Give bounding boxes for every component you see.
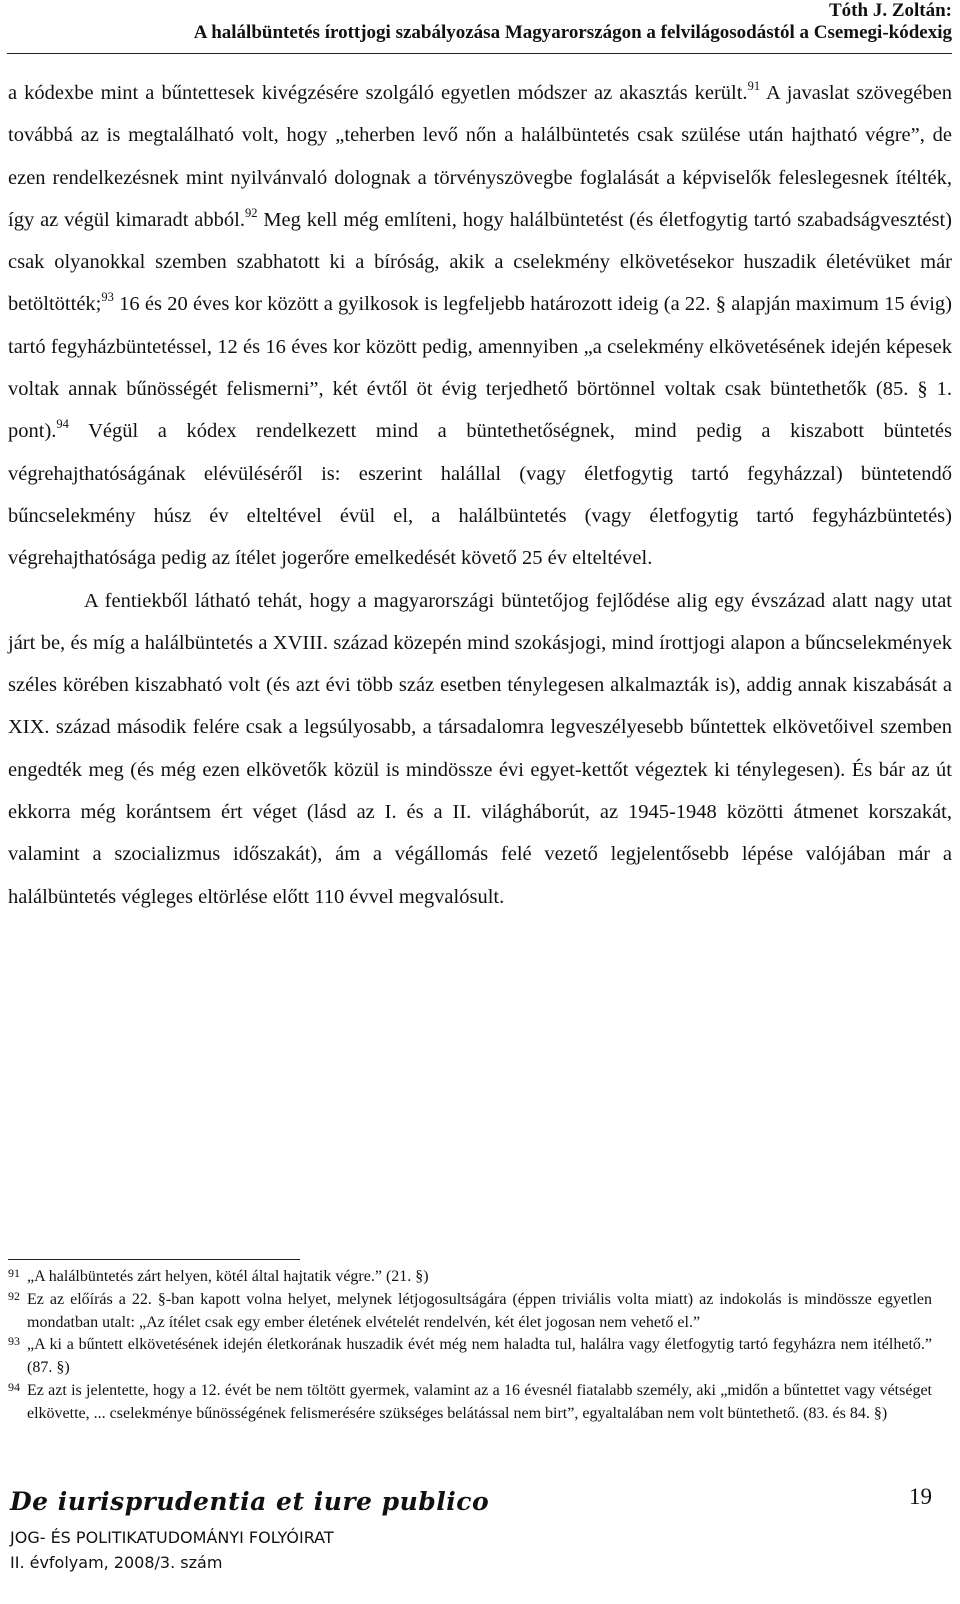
- footnote-ref-93[interactable]: 93: [101, 290, 114, 305]
- journal-subtitle: JOG- ÉS POLITIKATUDOMÁNYI FOLYÓIRAT: [10, 1528, 334, 1547]
- header-title: A halálbüntetés írottjogi szabályozása Magyarországon a felvilágosodástól a Csemegi-kódexig: [193, 22, 952, 43]
- footnote-text: „A halálbüntetés zárt helyen, kötél által hajtatik végre.” (21. §): [27, 1268, 429, 1285]
- journal-issue: II. évfolyam, 2008/3. szám: [10, 1553, 223, 1572]
- footnote-91: [8, 1266, 932, 1289]
- footnote-number: 91: [8, 1266, 20, 1280]
- footnote-number: 92: [8, 1288, 20, 1303]
- footnote-94: [8, 1380, 932, 1426]
- footnote-number: 94: [8, 1379, 20, 1394]
- footnote-93: [8, 1334, 932, 1380]
- p1-sentence-5: Végül a kódex rendelkezett mind a büntethetőségnek, mind pedig a kiszabott büntetés végrehajthatóságának elévüléséről is: eszerint halállal (vagy életfogytig tartó fegyházzal) büntetendő bűncselekmény húsz év elteltével évül el, a halálbüntetés (vagy életfogytig tartó fegyházbüntetés) végrehajthatósága pedig az ítélet jogerőre emelkedését követő 25 év elteltével.: [8, 420, 952, 570]
- p1-sentence-3: Meg kell még említeni, hogy halálbüntetést (és életfogytig tartó szabadságvesztést) csak olyanokkal szemben szabhatott ki a bíróság, akik a cselekmény elkövetésekor huszadik életévüket már betöltötték;: [8, 208, 952, 316]
- footnote-text: Ez azt is jelentette, hogy a 12. évét be nem töltött gyermek, valamint az a 16 évesnél fiatalabb személy, aki „midőn a bűntettet vagy vétséget elkövette, ... cselekménye bűnösségének felismerésére szükséges belátással nem birt”, egyaltalában nem volt büntethető. (83. és 84. §): [27, 1381, 932, 1422]
- paragraph-1: [8, 72, 952, 580]
- p1-sentence-1: a kódexbe mint a bűntettesek kivégzésére szolgáló egyetlen módszer az akasztás került.: [8, 82, 748, 104]
- footnote-ref-92[interactable]: 92: [244, 205, 258, 220]
- p1-sentence-2: A javaslat szövegében továbbá az is megtalálható volt, hogy „teherben levő nőn a halálbüntetés csak szülése után hajtható végre”, de ezen rendelkezésnek mint nyilvánvaló dolognak a törvényszövegbe foglalását a képviselők feleslegesnek ítélték, így az végül kimaradt abból.: [8, 82, 952, 231]
- body-text: [8, 72, 952, 918]
- page-number: 19: [909, 1484, 932, 1509]
- journal-title: De iurisprudentia et iure publico: [10, 1487, 490, 1516]
- footnote-text: „A ki a bűntett elkövetésének idején életkorának huszadik évét még nem haladta tul, halálra vagy életfogytig tartó fegyházra nem itélhető.” (87. §): [27, 1336, 932, 1377]
- running-header: [0, 0, 952, 44]
- footnote-divider: [8, 1259, 300, 1260]
- p1-sentence-4: 16 és 20 éves kor között a gyilkosok is legfeljebb határozott ideig (a 22. § alapján maximum 15 évig) tartó fegyházbüntetéssel, 12 és 16 éves kor között pedig, amennyiben „a cselekmény elkövetésének idején képesek voltak annak bűnösségét felismerni”, két évtől öt évig terjedhető börtönnel voltak csak büntethetők (85. § 1. pont).: [8, 293, 952, 443]
- footnote-text: Ez az előírás a 22. §-ban kapott volna helyet, melynek létjogosultságára (éppen triviális volta miatt) az indokolás is mindössze egyetlen mondatban utalt: „Az ítélet csak egy ember életének elvételét rendelvén, két élet jogosan nem vehető el.”: [27, 1290, 932, 1331]
- footnote-ref-91[interactable]: 91: [747, 79, 761, 93]
- footnotes: [8, 1266, 932, 1426]
- header-author: Tóth J. Zoltán:: [829, 0, 952, 21]
- footnote-92: [8, 1289, 932, 1335]
- header-divider: [7, 53, 952, 54]
- paragraph-2: A fentiekből látható tehát, hogy a magyarországi büntetőjog fejlődése alig egy évszázad alatt nagy utat járt be, és míg a halálbüntetés a XVIII. század közepén mind szokásjogi, mind írottjogi alapon a bűncselekmények széles körében kiszabható volt (és azt évi több száz esetben ténylegesen alkalmazták is), addig annak kiszabását a XIX. század második felére csak a legsúlyosabb, a társadalomra legveszélyesebb bűntettek elkövetőivel szemben engedték meg (és még ezen elkövetők közül is mindössze évi egyet-kettőt végeztek ki ténylegesen). És bár az út ekkorra még korántsem ért véget (lásd az I. és a II. világháborút, az 1945-1948 közötti átmenet korszakát, valamint a szocializmus időszakát), ám a végállomás felé vezető legjelentősebb lépése valójában már a halálbüntetés végleges eltörlése előtt 110 évvel megvalósult.: [8, 589, 952, 908]
- journal-subtitle-block: [10, 1525, 334, 1575]
- footnote-ref-94[interactable]: 94: [56, 417, 69, 432]
- footnote-number: 93: [8, 1334, 20, 1349]
